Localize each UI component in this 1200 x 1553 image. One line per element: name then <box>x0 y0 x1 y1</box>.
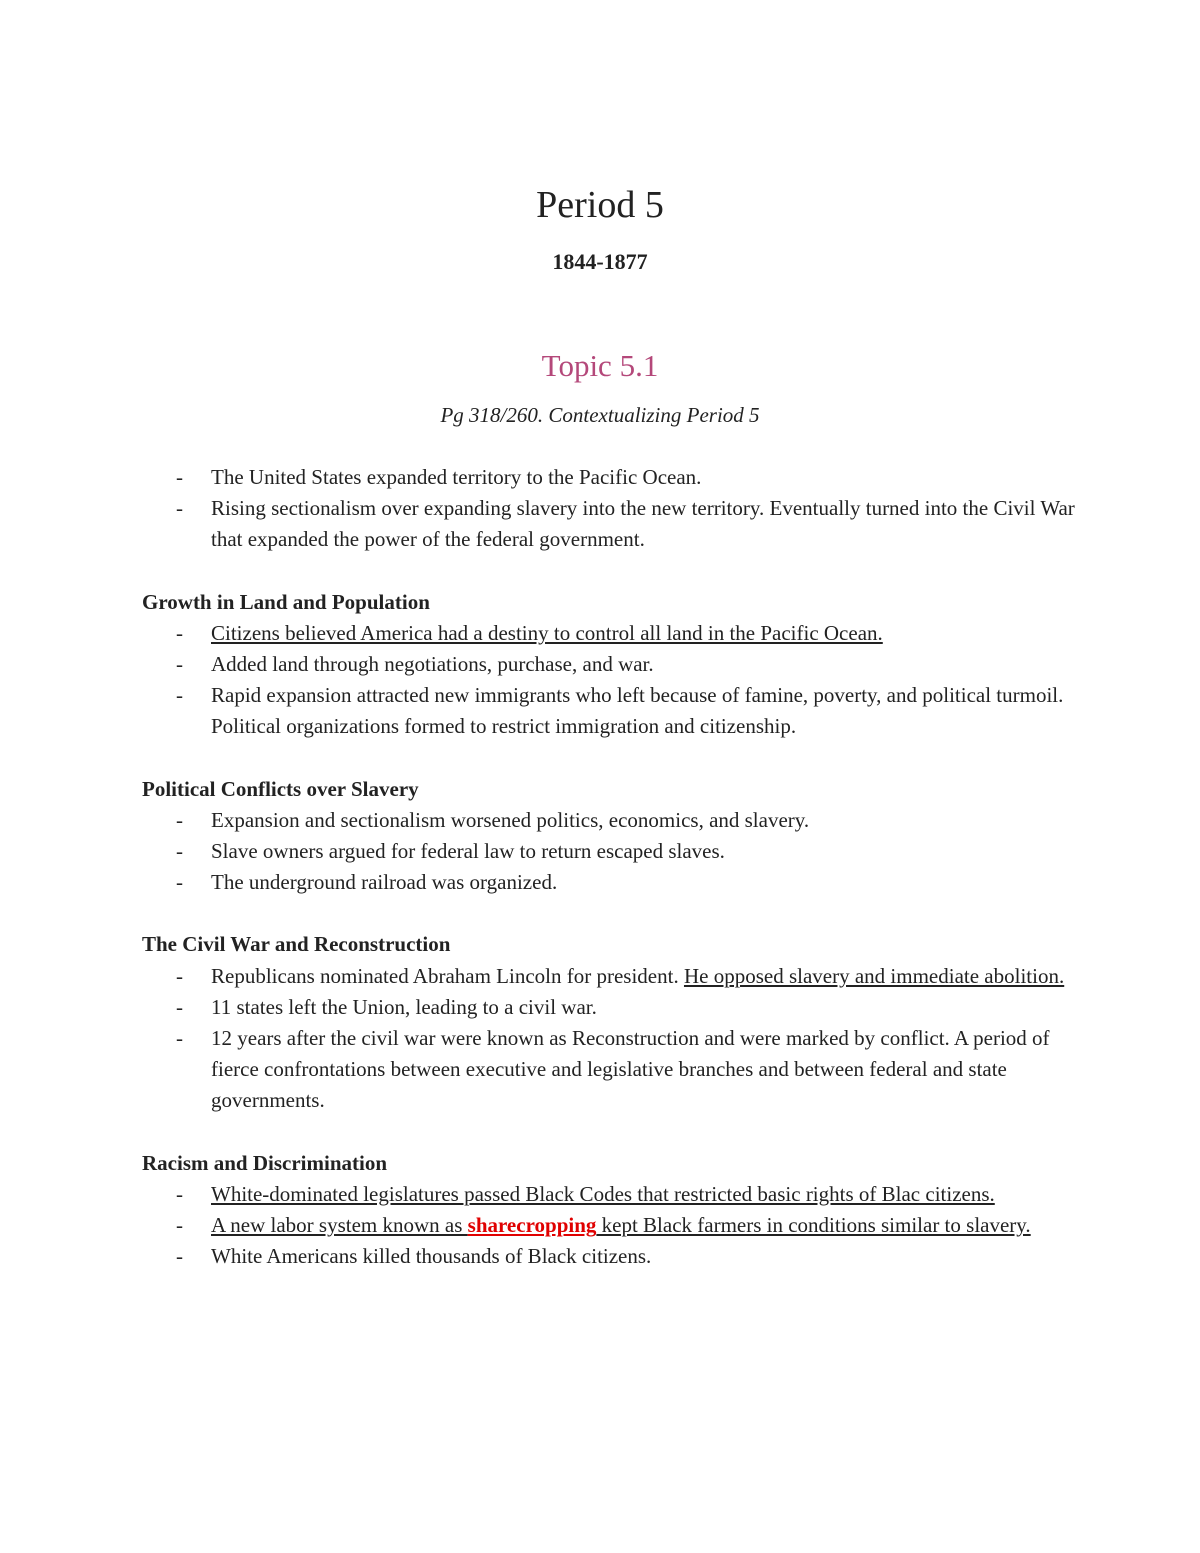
list-item: - Rising sectionalism over expanding slavery into the new territory. Eventually turned into the Civil War that expanded the power of the federal government. <box>142 493 1082 555</box>
dash-bullet: - <box>176 683 183 708</box>
section-heading: Political Conflicts over Slavery <box>142 776 419 801</box>
list-item: - White Americans killed thousands of Black citizens. <box>142 1241 1082 1272</box>
dash-bullet: - <box>176 1213 183 1238</box>
dash-bullet: - <box>176 807 183 832</box>
section-heading: Racism and Discrimination <box>142 1150 388 1175</box>
highlighted-term: sharecropping <box>467 1213 597 1238</box>
list-item: - Added land through negotiations, purchase, and war. <box>142 649 1082 680</box>
list-item: - Slave owners argued for federal law to return escaped slaves. <box>142 836 1082 867</box>
list-item: - 11 states left the Union, leading to a civil war. <box>142 992 1082 1023</box>
dash-bullet: - <box>176 1026 183 1051</box>
section-heading: The Civil War and Reconstruction <box>142 932 451 957</box>
list-item: - The United States expanded territory to the Pacific Ocean. <box>142 462 1082 493</box>
list-item: - Rapid expansion attracted new immigrants who left because of famine, poverty, and political turmoil. Political organizations formed to restrict immigration and citizenship. <box>142 680 1082 742</box>
list-item: - Expansion and sectionalism worsened politics, economics, and slavery. <box>142 805 1082 836</box>
section-slavery-conflicts <box>142 774 1082 899</box>
list-item: - Republicans nominated Abraham Lincoln for president. He opposed slavery and immediate abolition. <box>142 961 1082 992</box>
section-heading: Growth in Land and Population <box>142 589 430 614</box>
dash-bullet: - <box>176 652 183 677</box>
dash-bullet: - <box>176 1244 183 1269</box>
section-growth <box>142 587 1082 743</box>
dash-bullet: - <box>176 1181 183 1206</box>
list-item: - The underground railroad was organized. <box>142 867 1082 898</box>
page-title: Period 5 <box>536 184 664 226</box>
list-item: - 12 years after the civil war were known as Reconstruction and were marked by conflict. A period of fierce confrontations between executive and legislative branches and between federal and state governments. <box>142 1023 1082 1117</box>
dash-bullet: - <box>176 620 183 645</box>
list-item: - A new labor system known as sharecropping kept Black farmers in conditions similar to slavery. <box>142 1210 1082 1241</box>
topic-subtitle: Pg 318/260. Contextualizing Period 5 <box>440 403 760 427</box>
dash-bullet: - <box>176 870 183 895</box>
date-range: 1844-1877 <box>552 249 648 274</box>
section-civil-war <box>142 929 1082 1116</box>
topic-heading: Topic 5.1 <box>541 348 659 383</box>
list-item: - White-dominated legislatures passed Black Codes that restricted basic rights of Blac citizens. <box>142 1179 1082 1210</box>
notes-body <box>142 462 1082 1272</box>
intro-list <box>142 462 1082 556</box>
dash-bullet: - <box>176 963 183 988</box>
list-item: - Citizens believed America had a destiny to control all land in the Pacific Ocean. <box>142 618 1082 649</box>
dash-bullet: - <box>176 839 183 864</box>
dash-bullet: - <box>176 496 183 521</box>
section-racism <box>142 1148 1082 1273</box>
dash-bullet: - <box>176 465 183 489</box>
dash-bullet: - <box>176 994 183 1019</box>
